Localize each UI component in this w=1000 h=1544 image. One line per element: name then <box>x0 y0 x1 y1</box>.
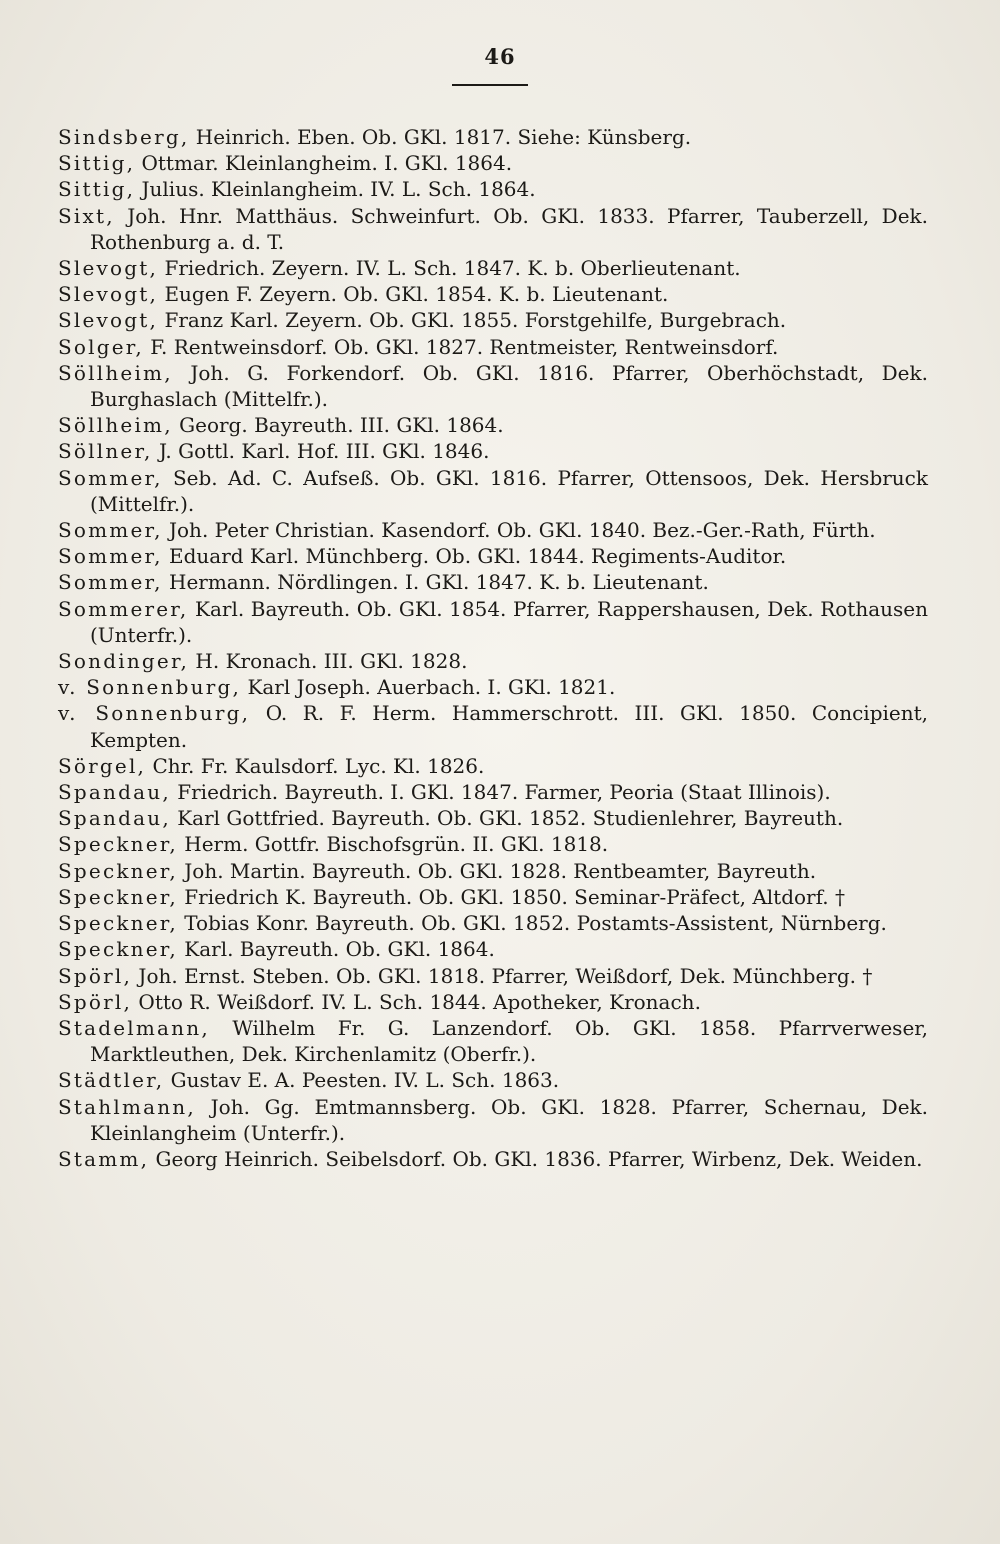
register-entry <box>58 753 928 779</box>
entry-surname: Stahlmann, <box>58 1094 196 1119</box>
entry-surname: Städtler, <box>58 1068 165 1093</box>
entry-details: Tobias Konr. Bayreuth. Ob. GKl. 1852. Postamts-Assistent, Nürnberg. <box>184 911 887 936</box>
register-entry <box>58 255 928 281</box>
entry-details: Herm. Gottfr. Bischofsgrün. II. GKl. 1818. <box>184 832 609 857</box>
register-entry <box>58 543 928 569</box>
entry-details: O. R. F. Herm. Hammerschrott. III. GKl. 1850. Concipient, Kempten. <box>90 701 929 752</box>
entry-surname: Sindsberg, <box>58 125 190 149</box>
register-entry <box>58 1094 928 1146</box>
register-entry <box>58 596 928 648</box>
entry-surname: Sondinger, <box>58 649 190 674</box>
entry-surname: Sittig, <box>58 177 136 202</box>
entry-surname: Sommer, <box>58 465 163 490</box>
entry-details: Friedrich. Zeyern. IV. L. Sch. 1847. K. b. Oberlieutenant. <box>164 256 741 281</box>
register-entry <box>58 963 928 989</box>
entry-details: Ottmar. Kleinlangheim. I. GKl. 1864. <box>141 151 513 176</box>
entry-surname: Speckner, <box>58 884 178 909</box>
entry-details: Franz Karl. Zeyern. Ob. GKl. 1855. Forstgehilfe, Burgebrach. <box>164 308 787 333</box>
entry-details: Joh. G. Forkendorf. Ob. GKl. 1816. Pfarrer, Oberhöchstadt, Dek. Burghaslach (Mittelfr.). <box>90 360 928 412</box>
entry-details: Chr. Fr. Kaulsdorf. Lyc. Kl. 1826. <box>152 753 485 778</box>
entry-surname: Solger, <box>58 334 144 359</box>
register-entry <box>58 176 928 202</box>
entry-surname: v. Sonnenburg, <box>58 675 242 700</box>
entry-details: Karl Joseph. Auerbach. I. GKl. 1821. <box>247 675 616 700</box>
entry-surname: Slevogt, <box>58 282 159 307</box>
entry-details: F. Rentweinsdorf. Ob. GKl. 1827. Rentmeister, Rentweinsdorf. <box>150 334 779 359</box>
register-entry <box>58 124 928 150</box>
register-entry <box>58 858 928 884</box>
register-entry <box>58 910 928 936</box>
register-entry <box>58 674 928 700</box>
entry-details: Joh. Gg. Emtmannsberg. Ob. GKl. 1828. Pfarrer, Schernau, Dek. Kleinlangheim (Unterfr.). <box>90 1094 929 1145</box>
register-entry <box>58 1146 928 1172</box>
entry-surname: Sörgel, <box>58 753 147 778</box>
entry-surname: Sommer, <box>58 544 163 569</box>
register-entry <box>58 150 928 176</box>
register-entry <box>58 1067 928 1093</box>
entry-details: Gustav E. A. Peesten. IV. L. Sch. 1863. <box>170 1068 560 1093</box>
entry-details: Hermann. Nördlingen. I. GKl. 1847. K. b. Lieutenant. <box>169 570 709 595</box>
page-number-underline <box>452 84 528 86</box>
entry-details: Eugen F. Zeyern. Ob. GKl. 1854. K. b. Lieutenant. <box>164 282 669 307</box>
entry-surname: Slevogt, <box>58 308 159 333</box>
entry-surname: Sommer, <box>58 518 163 543</box>
entry-details: Julius. Kleinlangheim. IV. L. Sch. 1864. <box>141 177 536 202</box>
entry-details: Heinrich. Eben. Ob. GKl. 1817. Siehe: Künsberg. <box>195 125 692 149</box>
register-entry <box>58 805 928 831</box>
entry-surname: Slevogt, <box>58 256 159 281</box>
register-entry <box>58 779 928 805</box>
entry-surname: Sixt, <box>58 203 115 228</box>
register-entry <box>58 203 928 255</box>
entry-details: Joh. Peter Christian. Kasendorf. Ob. GKl. 1840. Bez.-Ger.-Rath, Fürth. <box>169 518 876 543</box>
entry-surname: Söllheim, <box>58 413 173 438</box>
entry-details: Friedrich. Bayreuth. I. GKl. 1847. Farmer, Peoria (Staat Illinois). <box>177 780 831 805</box>
entry-details: Seb. Ad. C. Aufseß. Ob. GKl. 1816. Pfarrer, Ottensoos, Dek. Hersbruck (Mittelfr.). <box>90 465 929 516</box>
entry-details: Friedrich K. Bayreuth. Ob. GKl. 1850. Seminar-Präfect, Altdorf. † <box>184 884 846 909</box>
entry-details: Wilhelm Fr. G. Lanzendorf. Ob. GKl. 1858. Pfarrverweser, Marktleuthen, Dek. Kirchenlamitz (Oberfr.). <box>90 1015 929 1067</box>
entry-surname: Spandau, <box>58 780 171 805</box>
entry-surname: Sittig, <box>58 151 136 176</box>
entry-details: J. Gottl. Karl. Hof. III. GKl. 1846. <box>158 439 490 464</box>
register-entry <box>58 438 928 464</box>
entry-details: Karl. Bayreuth. Ob. GKl. 1864. <box>184 937 495 962</box>
register-entry <box>58 412 928 438</box>
entry-surname: Speckner, <box>58 858 178 883</box>
register-entry <box>58 989 928 1015</box>
entry-surname: Söllheim, <box>58 360 173 385</box>
entry-details: Joh. Hnr. Matthäus. Schweinfurt. Ob. GKl. 1833. Pfarrer, Tauberzell, Dek. Rothenburg a. d. T. <box>90 203 929 254</box>
register-entry <box>58 1015 928 1067</box>
entry-details: Georg Heinrich. Seibelsdorf. Ob. GKl. 1836. Pfarrer, Wirbenz, Dek. Weiden. <box>155 1146 923 1171</box>
entry-surname: Spörl, <box>58 989 133 1014</box>
page-number: 46 <box>484 44 516 69</box>
entry-surname: Stamm, <box>58 1146 150 1171</box>
register-entry <box>58 517 928 543</box>
entry-surname: Speckner, <box>58 937 178 962</box>
register-entry <box>58 700 928 752</box>
entry-surname: Speckner, <box>58 832 178 857</box>
entry-details: Eduard Karl. Münchberg. Ob. GKl. 1844. Regiments-Auditor. <box>169 544 787 569</box>
entry-details: Joh. Martin. Bayreuth. Ob. GKl. 1828. Rentbeamter, Bayreuth. <box>184 858 817 883</box>
register-entry <box>58 569 928 595</box>
register-entry <box>58 648 928 674</box>
register-entry <box>58 334 928 360</box>
entry-surname: Spandau, <box>58 806 171 831</box>
register-entry <box>58 936 928 962</box>
register-entry <box>58 884 928 910</box>
entry-details: H. Kronach. III. GKl. 1828. <box>195 649 468 674</box>
entry-surname: Söllner, <box>58 439 153 464</box>
entry-details: Joh. Ernst. Steben. Ob. GKl. 1818. Pfarrer, Weißdorf, Dek. Münchberg. † <box>138 963 873 988</box>
register-entries <box>58 124 928 1172</box>
register-entry <box>58 281 928 307</box>
entry-details: Otto R. Weißdorf. IV. L. Sch. 1844. Apotheker, Kronach. <box>138 989 701 1014</box>
entry-details: Georg. Bayreuth. III. GKl. 1864. <box>179 413 504 438</box>
entry-surname: Stadelmann, <box>58 1015 210 1040</box>
entry-surname: Speckner, <box>58 911 178 936</box>
entry-surname: Sommerer, <box>58 596 189 621</box>
entry-details: Karl. Bayreuth. Ob. GKl. 1854. Pfarrer, Rappershausen, Dek. Rothausen (Unterfr.). <box>90 596 929 647</box>
register-entry <box>58 465 928 517</box>
entry-surname: v. Sonnenburg, <box>58 701 251 726</box>
entry-surname: Spörl, <box>58 963 133 988</box>
entry-surname: Sommer, <box>58 570 163 595</box>
entry-details: Karl Gottfried. Bayreuth. Ob. GKl. 1852. Studienlehrer, Bayreuth. <box>177 806 844 831</box>
register-entry <box>58 307 928 333</box>
register-entry <box>58 831 928 857</box>
register-entry <box>58 360 928 412</box>
